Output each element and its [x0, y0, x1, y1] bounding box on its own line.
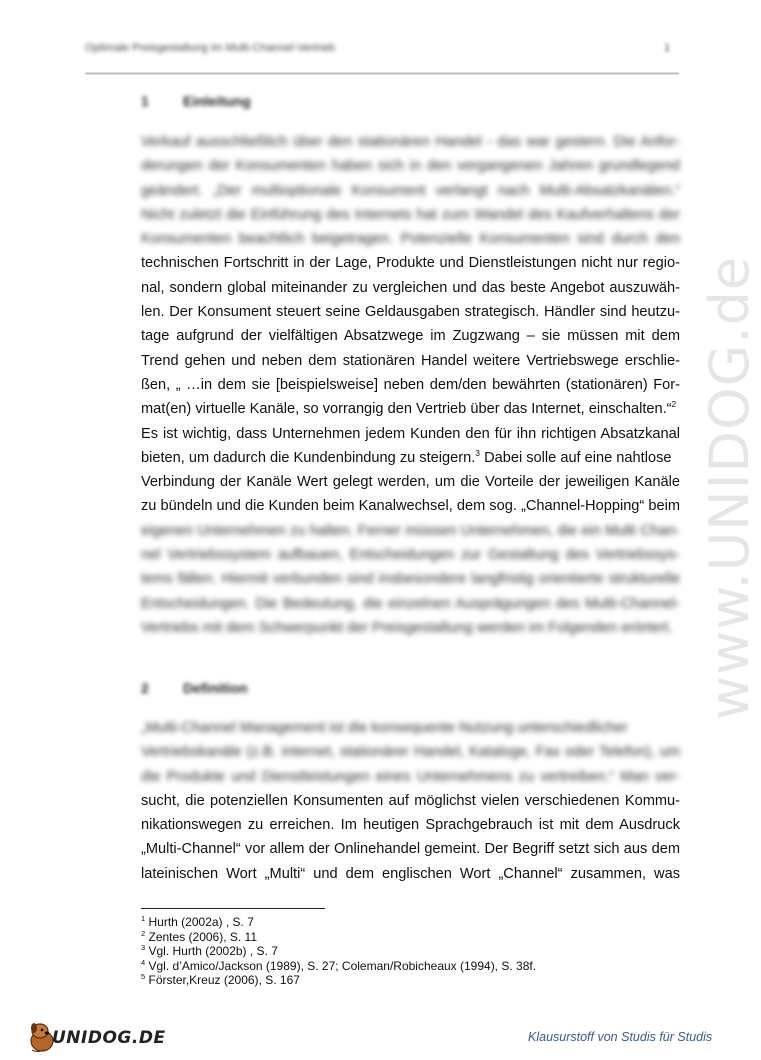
text-line: Nicht zuletzt die Einführung des Internets hat zum Wandel des Kaufverhaltens der — [141, 206, 680, 223]
footnotes — [141, 915, 536, 988]
text-line: Vertriebs mit dem Schwerpunkt der Preisgestaltung werden im Folgenden erörtert. — [141, 619, 673, 636]
footnote-number: 4 — [141, 957, 146, 967]
section-number: 2 — [141, 680, 149, 696]
text-line: nel Vertriebssystem aufbauen, Entscheidungen zur Gestaltung des Vertriebssys- — [141, 547, 680, 564]
footnote-divider — [141, 908, 325, 909]
watermark-text: www.UNIDOG.de — [698, 255, 761, 720]
text-line: „Multi-Channel“ vor allem der Onlinehandel gemeint. Der Begriff setzt sich aus dem — [141, 841, 680, 858]
section-heading-2 — [141, 680, 248, 696]
footnote-item — [141, 959, 536, 974]
text-line: sucht, die potenziellen Konsumenten auf möglichst vielen verschiedenen Kommu- — [141, 792, 680, 809]
footnote-text: Vgl. Hurth (2002b) , S. 7 — [145, 944, 278, 958]
section-heading-1 — [141, 93, 251, 109]
footnote-ref: 2 — [671, 399, 677, 410]
text-line: geändert. „Der multioptionale Konsument verlangt nach Multi-Absatzkanälen.“ — [141, 182, 680, 199]
text-line: zu bündeln und die Kunden beim Kanalwechsel, dem sog. „Channel-Hopping“ beim — [141, 498, 680, 515]
text-line: eigenen Unternehmen zu halten. Ferner müssen Unternehmen, die ein Multi Chan- — [141, 522, 680, 539]
text-line: Verkauf ausschließlich über den stationären Handel - das war gestern. Die Anfor- — [141, 134, 680, 150]
paragraph-introduction — [141, 130, 680, 640]
text-line — [141, 446, 680, 470]
text-line: len. Der Konsument steuert seine Geldausgaben strategisch. Händler sind heutzu- — [141, 304, 680, 321]
text-fragment: bieten, um dadurch die Kundenbindung zu steigern. — [141, 449, 476, 466]
section-number: 1 — [141, 93, 149, 109]
footnote-number: 5 — [141, 972, 146, 981]
footnote-number: 3 — [141, 943, 146, 952]
page-number: 1 — [664, 42, 671, 54]
header-divider — [85, 73, 679, 74]
text-fragment: Dabei solle auf eine nahtlose — [480, 449, 672, 466]
text-line: nal, sondern global miteinander zu vergleichen und das beste Angebot auszuwäh- — [141, 279, 680, 296]
text-line: Vertriebskanäle (z.B. Internet, stationärer Handel, Kataloge, Fax oder Telefon), um — [141, 744, 680, 761]
text-line: tage aufgrund der vielfältigen Absatzwege im Zugzwang – sie müssen mit dem — [141, 328, 680, 345]
text-line: Verbindung der Kanäle Wert gelegt werden, um die Vorteile der jeweiligen Kanäle — [141, 474, 680, 491]
text-line: Konsumenten beachtlich beigetragen. Potenzielle Konsumenten sind durch den — [141, 231, 680, 248]
text-line: tems fällen. Hiermit verbunden sind insbesondere langfristig orientierte strukturelle — [141, 571, 680, 588]
footnote-text: Förster,Kreuz (2006), S. 167 — [145, 973, 300, 987]
text-line: derungen der Konsumenten haben sich in den vergangenen Jahren grundlegend — [141, 158, 680, 175]
footnote-item — [141, 930, 536, 945]
text-line: Es ist wichtig, dass Unternehmen jedem Kunden den für ihn richtigen Absatzkanal — [141, 425, 680, 442]
footnote-item — [141, 973, 536, 988]
text-line: lateinischen Wort „Multi“ und dem englischen Wort „Channel“ zusammen, was — [141, 865, 680, 882]
footnote-number: 2 — [141, 928, 146, 938]
footnote-text: Zentes (2006), S. 11 — [145, 929, 258, 944]
footer-tagline: Klausurstoff von Studis für Studis — [528, 1030, 713, 1044]
text-line: nikationswegen zu erreichen. Im heutigen Sprachgebrauch ist mit dem Ausdruck — [141, 817, 680, 834]
text-line: „Multi-Channel Management ist die konsequente Nutzung unterschiedlicher — [141, 720, 628, 736]
logo-wordmark: UNIDOG.DE — [52, 1028, 166, 1048]
text-line: Trend gehen und neben dem stationären Handel weitere Vertriebswege erschlie- — [141, 352, 680, 369]
text-line — [141, 397, 680, 421]
paragraph-definition — [141, 716, 680, 886]
footnote-text: Hurth (2002a) , S. 7 — [145, 915, 254, 929]
footnote-number: 1 — [141, 914, 146, 923]
text-line: technischen Fortschritt in der Lage, Produkte und Dienstleistungen nicht nur regio- — [141, 255, 680, 272]
footnote-ref: 3 — [475, 448, 481, 458]
text-line: Entscheidungen. Die Bedeutung, die einzelnen Ausprägungen des Multi-Channel- — [141, 595, 680, 612]
section-title: Definition — [183, 680, 248, 696]
footnote-text: Vgl. d’Amico/Jackson (1989), S. 27; Coleman/Robicheaux (1994), S. 38f. — [145, 958, 537, 973]
text-line: ßen, „ …in dem sie [beispielsweise] neben dem/den bewährten (stationären) For- — [141, 376, 680, 393]
text-fragment: mat(en) virtuelle Kanäle, so vorrangig den Vertrieb über das Internet, einschalten.“ — [141, 401, 672, 418]
footnote-item — [141, 944, 536, 959]
running-header-title: Optimale Preisgestaltung im Multi-Channel-Vertrieb — [85, 42, 336, 54]
text-line: die Produkte und Dienstleistungen eines Unternehmens zu vertreiben.“ Man ver- — [141, 768, 680, 785]
section-title: Einleitung — [183, 93, 251, 109]
footnote-item — [141, 915, 536, 930]
